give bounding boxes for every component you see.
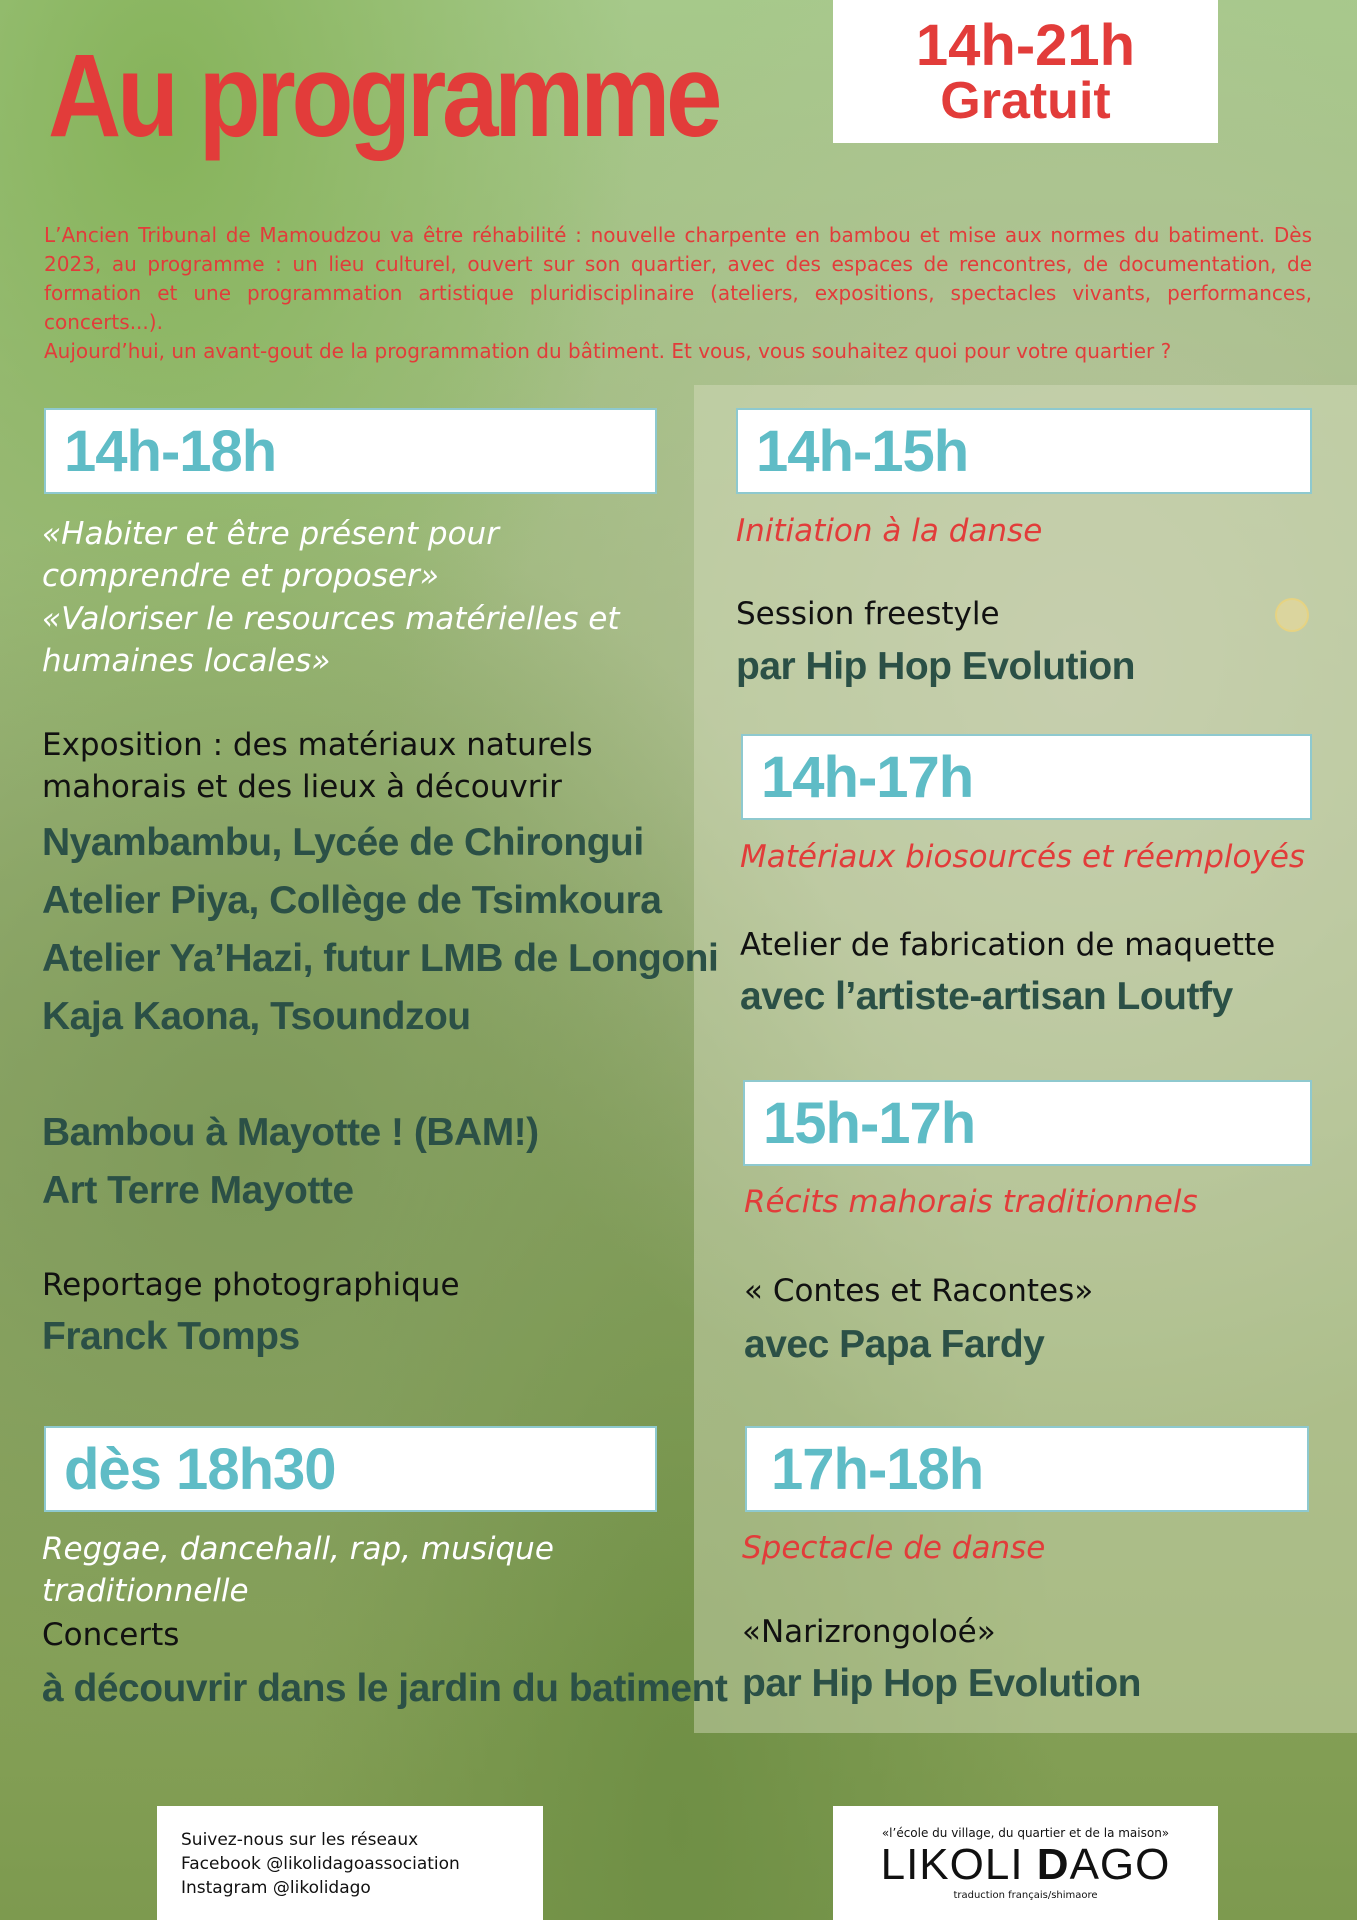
activity-subtitle: Récits mahorais traditionnels xyxy=(744,1184,1198,1220)
time-box-18h30 xyxy=(44,1426,657,1512)
partner-list xyxy=(42,814,718,1046)
time-label: 14h-17h xyxy=(761,745,974,810)
brand-logo-text xyxy=(833,1840,1218,1890)
photo-label: Reportage photographique xyxy=(42,1267,460,1303)
exposition-label: Exposition : des matériaux naturels mahorais et des lieux à découvrir xyxy=(42,727,593,805)
quote-habiter: «Habiter et être présent pour comprendre et proposer» xyxy=(42,516,499,594)
photo-author: Franck Tomps xyxy=(42,1315,300,1358)
quote-valoriser: «Valoriser le resources matérielles et humaines locales» xyxy=(42,601,620,679)
list-item: Atelier Ya’Hazi, futur LMB de Longoni xyxy=(42,937,719,980)
concert-genres: Reggae, dancehall, rap, musique traditionnelle xyxy=(42,1531,554,1609)
activity-label: Atelier de fabrication de maquette xyxy=(740,927,1276,963)
time-label: 14h-18h xyxy=(64,419,277,484)
social-box xyxy=(157,1806,543,1920)
time-box-17h-18h xyxy=(745,1426,1309,1512)
time-box-14h-18h xyxy=(44,408,657,494)
brand-name-b: D xyxy=(1036,1840,1070,1889)
hours-badge xyxy=(833,0,1218,143)
time-label: dès 18h30 xyxy=(64,1437,336,1502)
activity-label: Session freestyle xyxy=(736,596,1000,632)
activity-subtitle: Initiation à la danse xyxy=(736,513,1043,549)
time-box-14h-15h xyxy=(736,408,1312,494)
time-label: 15h-17h xyxy=(763,1091,976,1156)
activity-label: «Narizrongoloé» xyxy=(742,1614,996,1650)
instagram-link: Instagram @likolidago xyxy=(181,1878,371,1898)
time-label: 17h-18h xyxy=(771,1437,984,1502)
list-item: Art Terre Mayotte xyxy=(42,1169,354,1212)
activity-subtitle: Matériaux biosourcés et réemployés xyxy=(740,839,1306,875)
list-item: Nyambambu, Lycée de Chirongui xyxy=(42,821,644,864)
time-box-14h-17h xyxy=(741,734,1312,820)
list-item: Kaja Kaona, Tsoundzou xyxy=(42,995,471,1038)
activity-label: « Contes et Racontes» xyxy=(744,1273,1094,1309)
list-item: Atelier Piya, Collège de Tsimkoura xyxy=(42,879,662,922)
concert-location: à découvrir dans le jardin du batiment xyxy=(42,1667,728,1710)
facebook-link: Facebook @likolidagoassociation xyxy=(181,1854,460,1874)
page-title: Au programme xyxy=(48,30,719,162)
social-heading: Suivez-nous sur les réseaux xyxy=(181,1830,419,1850)
activity-host: par Hip Hop Evolution xyxy=(736,645,1135,688)
brand-name-c: AGO xyxy=(1069,1840,1171,1889)
activity-host: avec Papa Fardy xyxy=(744,1323,1045,1366)
brand-name-a: LIKOLI xyxy=(880,1840,1037,1889)
activity-host: par Hip Hop Evolution xyxy=(742,1662,1141,1705)
list-item: Bambou à Mayotte ! (BAM!) xyxy=(42,1111,539,1154)
time-label: 14h-15h xyxy=(756,419,969,484)
brand-box xyxy=(833,1806,1218,1920)
brand-note: traduction français/shimaore xyxy=(953,1890,1098,1901)
intro-paragraph-2: Aujourd’hui, un avant-gout de la programmation du bâtiment. Et vous, vous souhaitez quoi pour votre quartier ? xyxy=(44,339,1172,363)
intro-text xyxy=(44,221,1312,366)
intro-paragraph-1: L’Ancien Tribunal de Mamoudzou va être réhabilité : nouvelle charpente en bambou et mise aux normes du batiment. Dès 2023, au programme : un lieu culturel, ouvert sur son quartier, avec des espaces de rencontres, de documentation, de formation et une programmation artistique pluridisciplinaire (ateliers, expositions, spectacles vivants, performances, concerts...). xyxy=(44,223,1312,334)
decorative-dot xyxy=(1275,598,1309,632)
price-text: Gratuit xyxy=(940,72,1111,130)
concerts-label: Concerts xyxy=(42,1617,180,1653)
partner-list-2 xyxy=(42,1104,539,1220)
brand-tagline: «l’école du village, du quartier et de la maison» xyxy=(881,1826,1170,1840)
activity-subtitle: Spectacle de danse xyxy=(742,1530,1046,1566)
activity-host: avec l’artiste-artisan Loutfy xyxy=(740,975,1233,1018)
hours-text: 14h-21h xyxy=(915,13,1136,78)
time-box-15h-17h xyxy=(743,1080,1312,1166)
